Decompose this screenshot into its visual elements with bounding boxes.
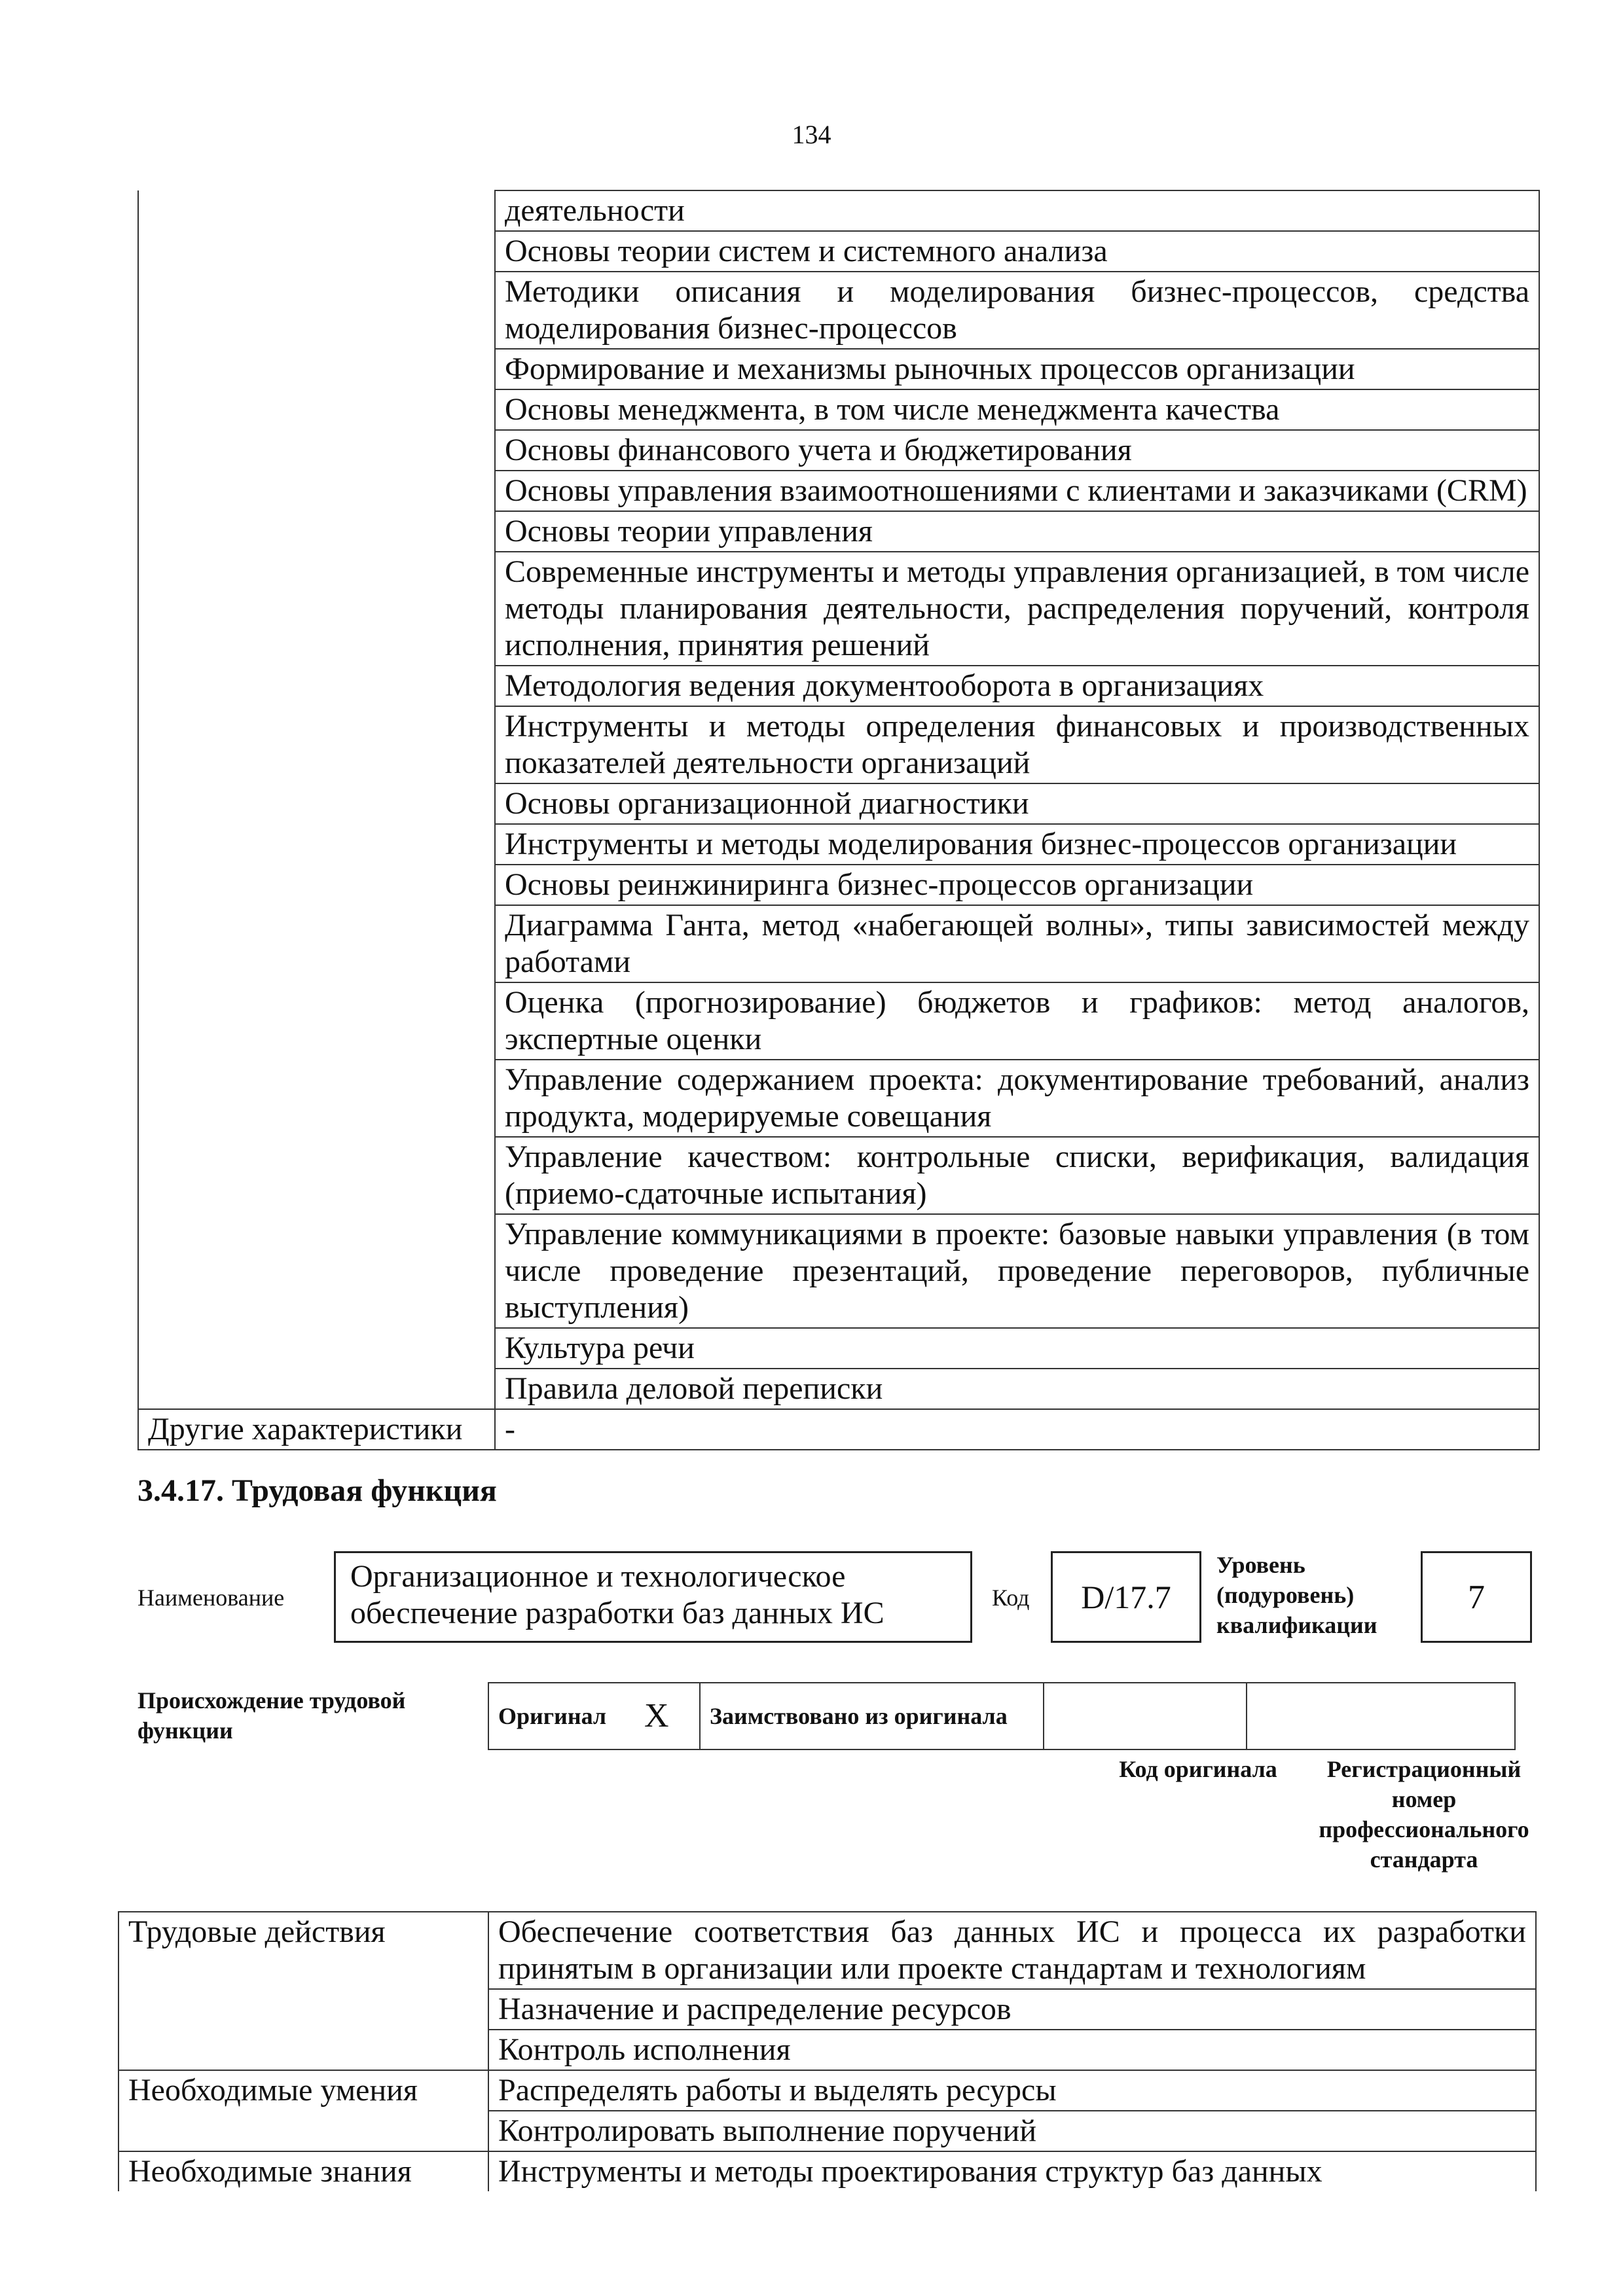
group-item: Назначение и распределение ресурсов xyxy=(488,1989,1536,2030)
level-box: 7 xyxy=(1421,1551,1532,1643)
function-name-box: Организационное и технологическое обеспечение разработки баз данных ИС xyxy=(334,1551,972,1643)
knowledge-item: Основы теории систем и системного анализа xyxy=(495,231,1539,272)
knowledge-item: Формирование и механизмы рыночных процессов организации xyxy=(495,349,1539,389)
knowledge-item: Основы организационной диагностики xyxy=(495,783,1539,824)
original-label: Оригинал xyxy=(488,1683,635,1749)
knowledge-item: Основы теории управления xyxy=(495,511,1539,552)
group-label: Необходимые умения xyxy=(119,2070,488,2151)
knowledge-item: Современные инструменты и методы управления организацией, в том числе методы планирования деятельности, распределения поручений, контроля исполнения, принятия решений xyxy=(495,552,1539,666)
knowledge-item: Основы финансового учета и бюджетирования xyxy=(495,430,1539,471)
other-characteristics-label: Другие характеристики xyxy=(138,1409,495,1450)
code-original-label: Код оригинала xyxy=(1119,1756,1277,1782)
knowledge-item: Оценка (прогнозирование) бюджетов и графиков: метод аналогов, экспертные оценки xyxy=(495,982,1539,1060)
knowledge-item: деятельности xyxy=(495,190,1539,231)
page-number: 134 xyxy=(792,120,831,149)
function-code-box: D/17.7 xyxy=(1051,1551,1201,1643)
knowledge-item: Диаграмма Ганта, метод «набегающей волны», типы зависимостей между работами xyxy=(495,905,1539,982)
name-label: Наименование xyxy=(137,1585,285,1611)
borrowed-label: Заимствовано из оригинала xyxy=(700,1683,1044,1749)
knowledge-item: Основы реинжиниринга бизнес-процессов организации xyxy=(495,865,1539,905)
group-item: Контролировать выполнение поручений xyxy=(488,2111,1536,2151)
table-row xyxy=(119,2151,1536,2191)
group-item: Распределять работы и выделять ресурсы xyxy=(488,2070,1536,2111)
table-row xyxy=(138,190,1539,231)
table-row xyxy=(119,2070,1536,2111)
knowledge-item: Методология ведения документооборота в организациях xyxy=(495,666,1539,706)
other-characteristics-value: - xyxy=(495,1409,1539,1450)
knowledge-item: Основы управления взаимоотношениями с клиентами и заказчиками (CRM) xyxy=(495,471,1539,511)
origin-table xyxy=(488,1682,1516,1750)
reg-number-cell xyxy=(1247,1683,1515,1749)
knowledge-item: Методики описания и моделирования бизнес-процессов, средства моделирования бизнес-процессов xyxy=(495,272,1539,349)
knowledge-item: Управление качеством: контрольные списки, верификация, валидация (приемо-сдаточные испытания) xyxy=(495,1137,1539,1214)
level-label: Уровень (подуровень) квалификации xyxy=(1216,1552,1377,1638)
group-item: Инструменты и методы проектирования структур баз данных xyxy=(488,2151,1536,2191)
knowledge-item: Управление коммуникациями в проекте: базовые навыки управления (в том числе проведение презентаций, проведение переговоров, публичные выступления) xyxy=(495,1214,1539,1328)
code-original-cell xyxy=(1044,1683,1247,1749)
function-table xyxy=(118,1911,1537,2191)
knowledge-item: Культура речи xyxy=(495,1328,1539,1369)
knowledge-item: Инструменты и методы моделирования бизнес-процессов организации xyxy=(495,824,1539,865)
code-label: Код xyxy=(992,1585,1030,1611)
group-label: Трудовые действия xyxy=(119,1912,488,2070)
table-row xyxy=(138,1409,1539,1450)
knowledge-table-continued xyxy=(137,190,1540,1450)
origin-label: Происхождение трудовой функции xyxy=(137,1687,406,1744)
original-mark: X xyxy=(635,1683,700,1749)
knowledge-item: Управление содержанием проекта: документирование требований, анализ продукта, модерируемые совещания xyxy=(495,1060,1539,1137)
group-item: Обеспечение соответствия баз данных ИС и процесса их разработки принятым в организации или проекте стандартам и технологиям xyxy=(488,1912,1536,1989)
section-title: 3.4.17. Трудовая функция xyxy=(137,1473,497,1508)
knowledge-item: Основы менеджмента, в том числе менеджмента качества xyxy=(495,389,1539,430)
table-row xyxy=(119,1912,1536,1989)
empty-label-cell xyxy=(138,190,495,1409)
group-item: Контроль исполнения xyxy=(488,2030,1536,2070)
group-label: Необходимые знания xyxy=(119,2151,488,2191)
reg-number-label: Регистрационный номер профессионального стандарта xyxy=(1319,1756,1529,1873)
knowledge-item: Правила деловой переписки xyxy=(495,1369,1539,1409)
knowledge-item: Инструменты и методы определения финансовых и производственных показателей деятельности организаций xyxy=(495,706,1539,783)
